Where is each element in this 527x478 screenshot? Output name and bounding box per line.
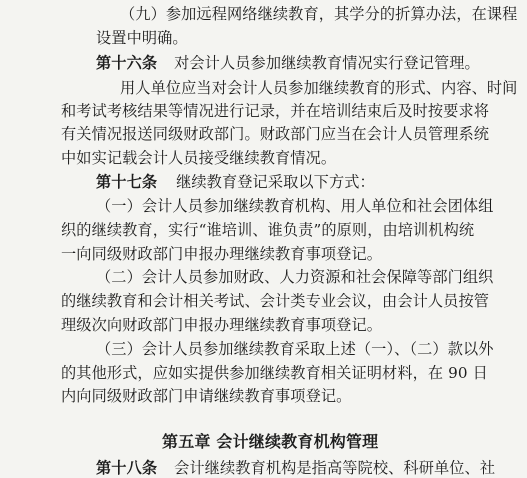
text-line bbox=[61, 386, 351, 406]
paragraph-text: 有关情况报送同级财政部门。财政部门应当在会计人员管理系统 bbox=[61, 125, 490, 143]
text-line bbox=[96, 28, 188, 48]
paragraph-text: （三）会计人员参加继续教育采取上述（一）、（二）款以外 bbox=[96, 340, 494, 358]
text-line bbox=[61, 101, 489, 121]
paragraph-text: 中如实记载会计人员接受继续教育情况。 bbox=[61, 149, 337, 167]
text-line bbox=[61, 291, 489, 311]
text-line bbox=[61, 220, 474, 240]
text-line bbox=[96, 267, 493, 287]
text-line bbox=[61, 244, 382, 264]
text-line bbox=[61, 363, 488, 383]
text-line bbox=[96, 196, 493, 216]
text-line bbox=[61, 315, 382, 335]
paragraph-text: （九）参加远程网络继续教育，其学分的折算办法，在课程 bbox=[120, 5, 518, 23]
paragraph-text: 一向同级财政部门申报办理继续教育事项登记。 bbox=[61, 245, 383, 263]
chapter-heading: 第五章 会计继续教育机构管理 bbox=[162, 432, 379, 451]
paragraph-text: 的其他形式，应如实提供参加继续教育相关证明材料，在 90 日 bbox=[61, 364, 488, 382]
article-number: 第十七条 bbox=[96, 173, 158, 191]
paragraph-text: 织的继续教育，实行“谁培训、谁负责”的原则，由培训机构统 bbox=[61, 221, 475, 239]
paragraph-text: 会计继续教育机构是指高等院校、科研单位、社 bbox=[174, 459, 496, 477]
paragraph-text: 对会计人员参加继续教育情况实行登记管理。 bbox=[174, 54, 480, 72]
article-16-line bbox=[96, 53, 480, 73]
paragraph-text: 和考试考核结果等情况进行记录，并在培训结束后及时按要求将 bbox=[61, 102, 490, 120]
paragraph-text: 的继续教育和会计相关考试、会计类专业会议，由会计人员按管 bbox=[61, 292, 490, 310]
text-line bbox=[61, 148, 336, 168]
paragraph-text: 内向同级财政部门申请继续教育事项登记。 bbox=[61, 387, 352, 405]
article-18-line bbox=[96, 458, 495, 478]
text-line bbox=[61, 124, 489, 144]
paragraph-text: 设置中明确。 bbox=[96, 29, 188, 47]
text-line bbox=[120, 78, 517, 98]
text-line bbox=[120, 4, 517, 24]
paragraph-text: （一）会计人员参加继续教育机构、用人单位和社会团体组 bbox=[96, 197, 494, 215]
paragraph-text: （二）会计人员参加财政、人力资源和社会保障等部门组织 bbox=[96, 268, 494, 286]
paragraph-text: 继续教育登记采取以下方式： bbox=[176, 173, 375, 191]
paragraph-text: 用人单位应当对会计人员参加继续教育的形式、内容、时间 bbox=[120, 79, 518, 97]
text-line bbox=[96, 339, 494, 359]
paragraph-text: 理级次向财政部门申报办理继续教育事项登记。 bbox=[61, 316, 383, 334]
article-number: 第十八条 bbox=[96, 459, 158, 477]
article-number: 第十六条 bbox=[96, 54, 158, 72]
article-17-line bbox=[96, 172, 375, 192]
